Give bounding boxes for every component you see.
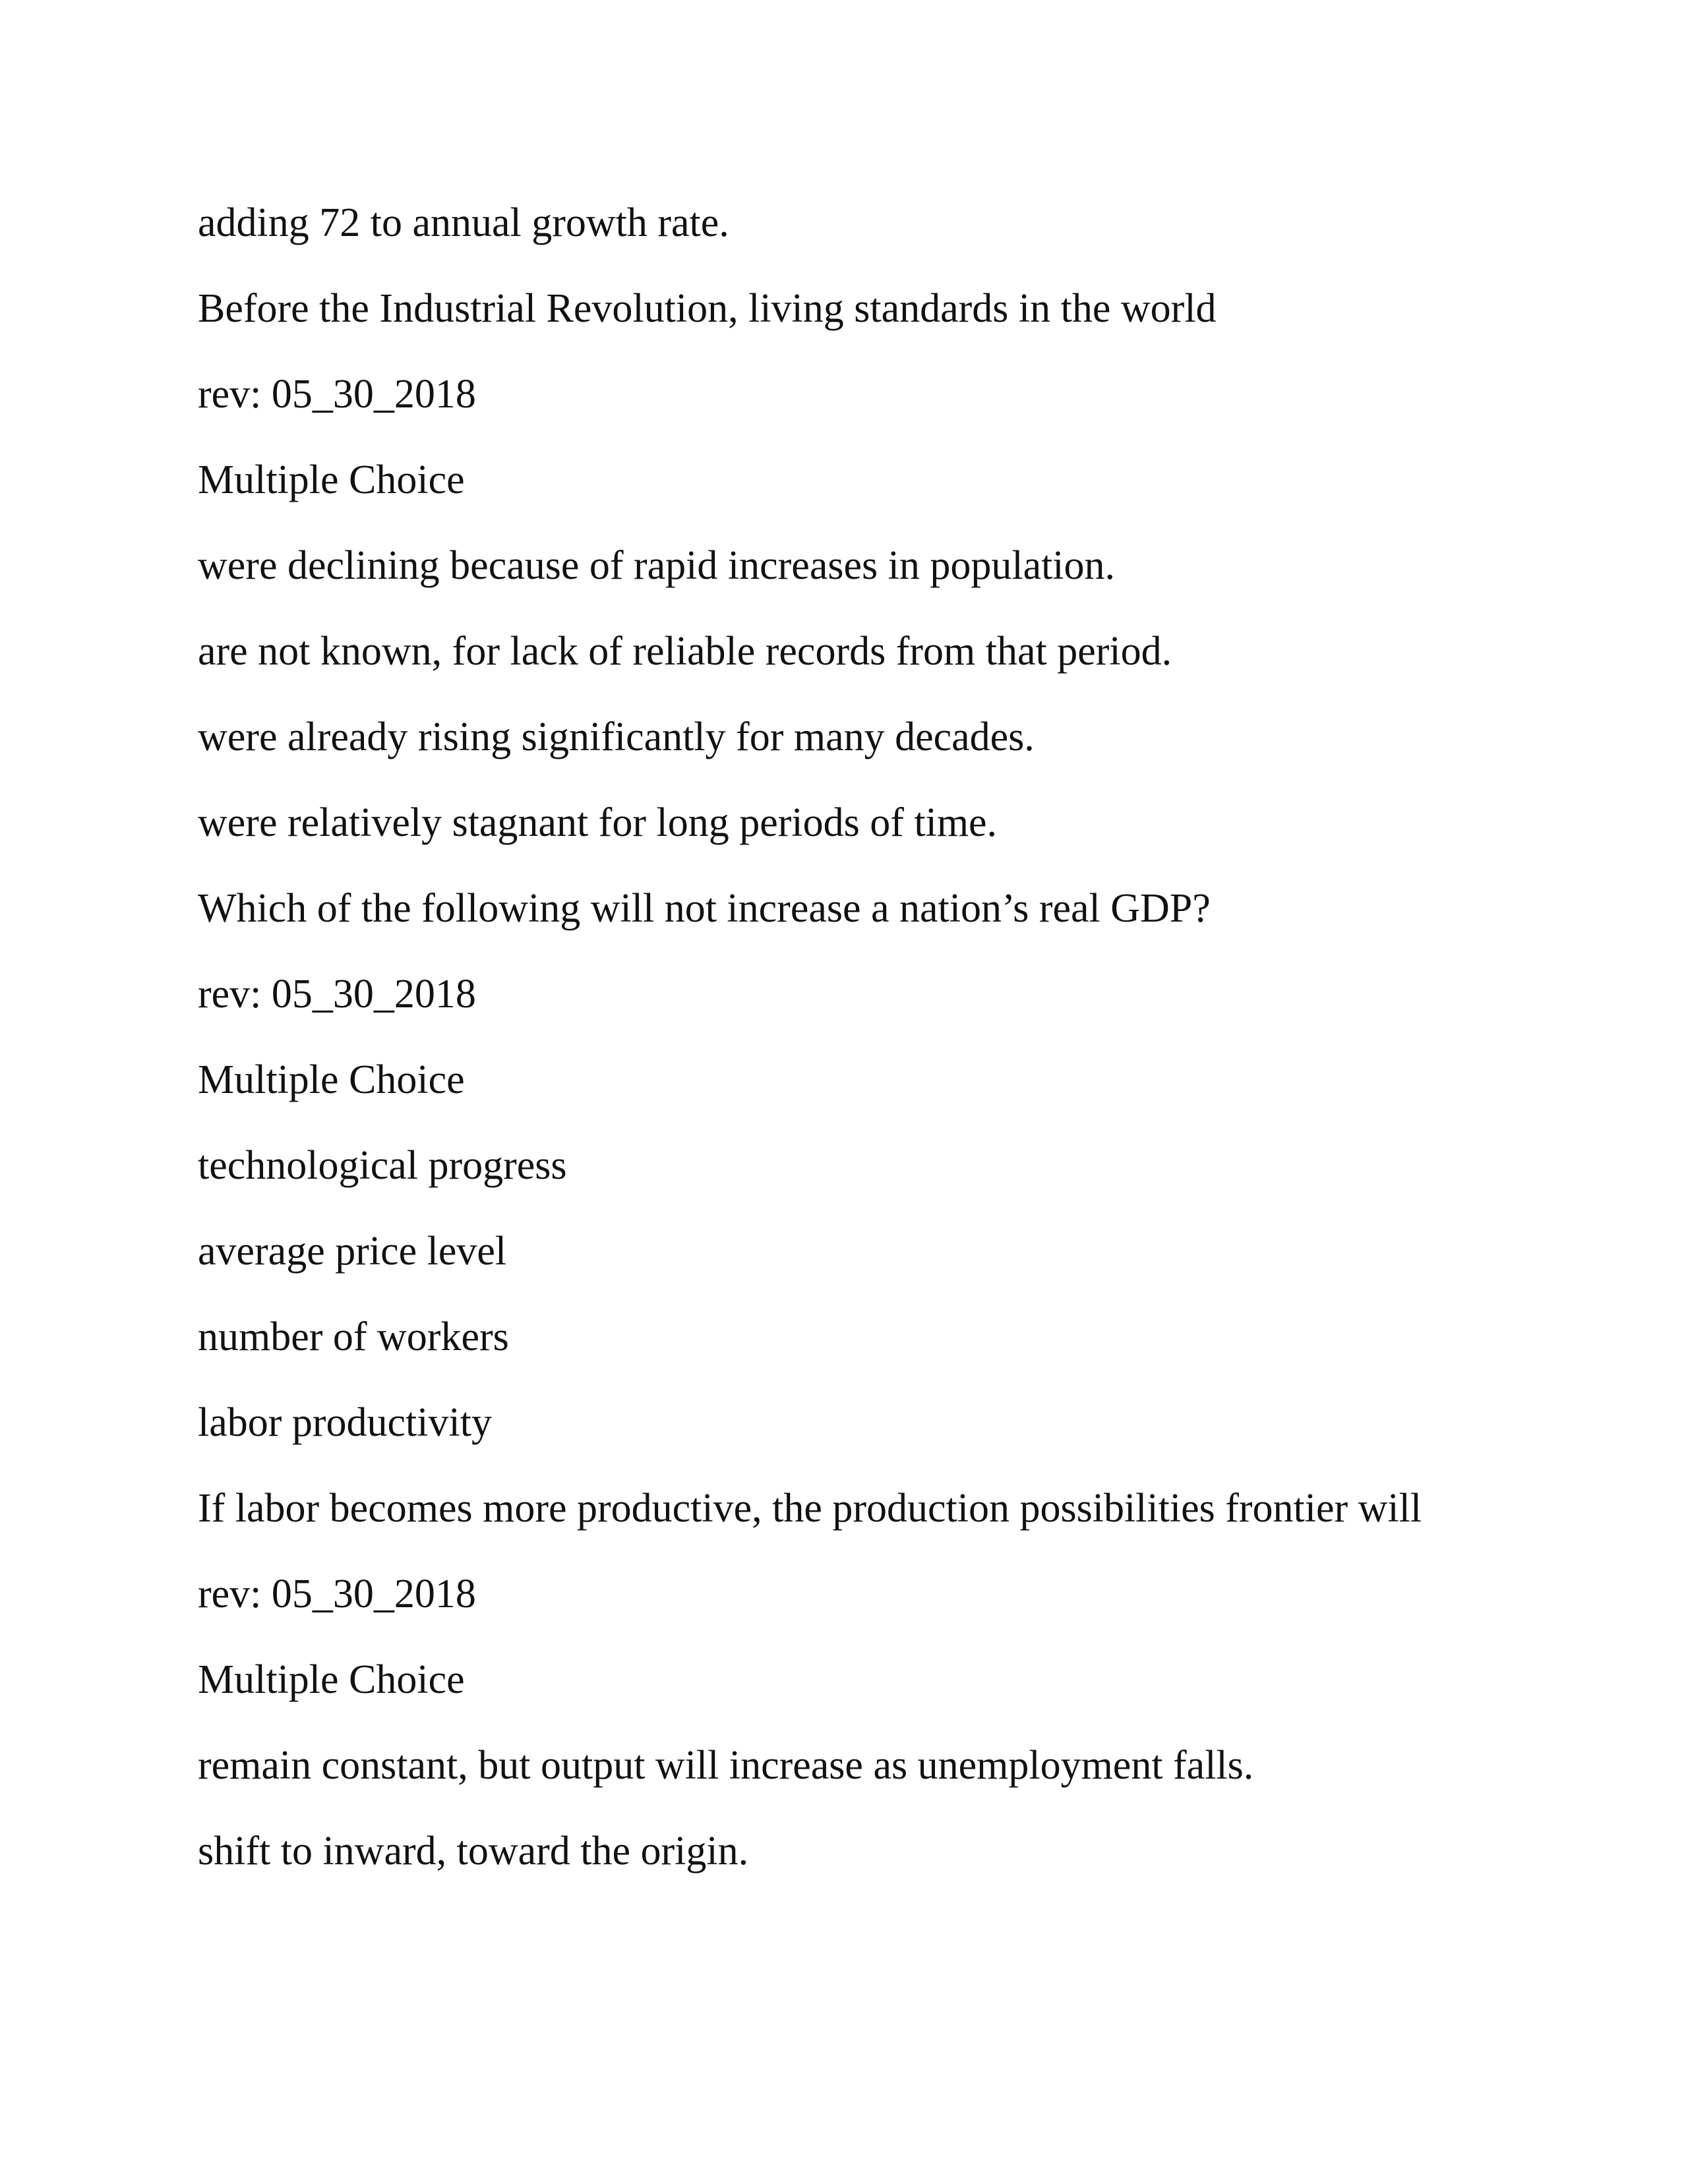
revision-label: rev: 05_30_2018 (198, 1572, 476, 1616)
document-body (198, 194, 1490, 1908)
answer-option-text: average price level (198, 1229, 507, 1274)
question-text: Before the Industrial Revolution, living standards in the world (198, 286, 1217, 331)
question-type-label: Multiple Choice (198, 1057, 465, 1102)
answer-option-text: labor productivity (198, 1400, 492, 1445)
question-type-label: Multiple Choice (198, 457, 465, 502)
answer-option-text: remain constant, but output will increase as unemployment falls. (198, 1743, 1254, 1788)
answer-option-text: were declining because of rapid increases in population. (198, 543, 1116, 588)
question-type-label: Multiple Choice (198, 1657, 465, 1702)
answer-option-text: were relatively stagnant for long periods of time. (198, 800, 998, 845)
question-text: Which of the following will not increase a nation’s real GDP? (198, 886, 1211, 931)
answer-option-text: adding 72 to annual growth rate. (198, 200, 729, 245)
question-text: If labor becomes more productive, the production possibilities frontier will (198, 1486, 1422, 1531)
answer-option-text: are not known, for lack of reliable records from that period. (198, 629, 1172, 674)
answer-option-text: shift to inward, toward the origin. (198, 1829, 749, 1874)
answer-option-text: were already rising significantly for many decades. (198, 715, 1035, 759)
revision-label: rev: 05_30_2018 (198, 972, 476, 1017)
answer-option-text: number of workers (198, 1314, 509, 1359)
revision-label: rev: 05_30_2018 (198, 372, 476, 417)
answer-option-text: technological progress (198, 1143, 567, 1188)
